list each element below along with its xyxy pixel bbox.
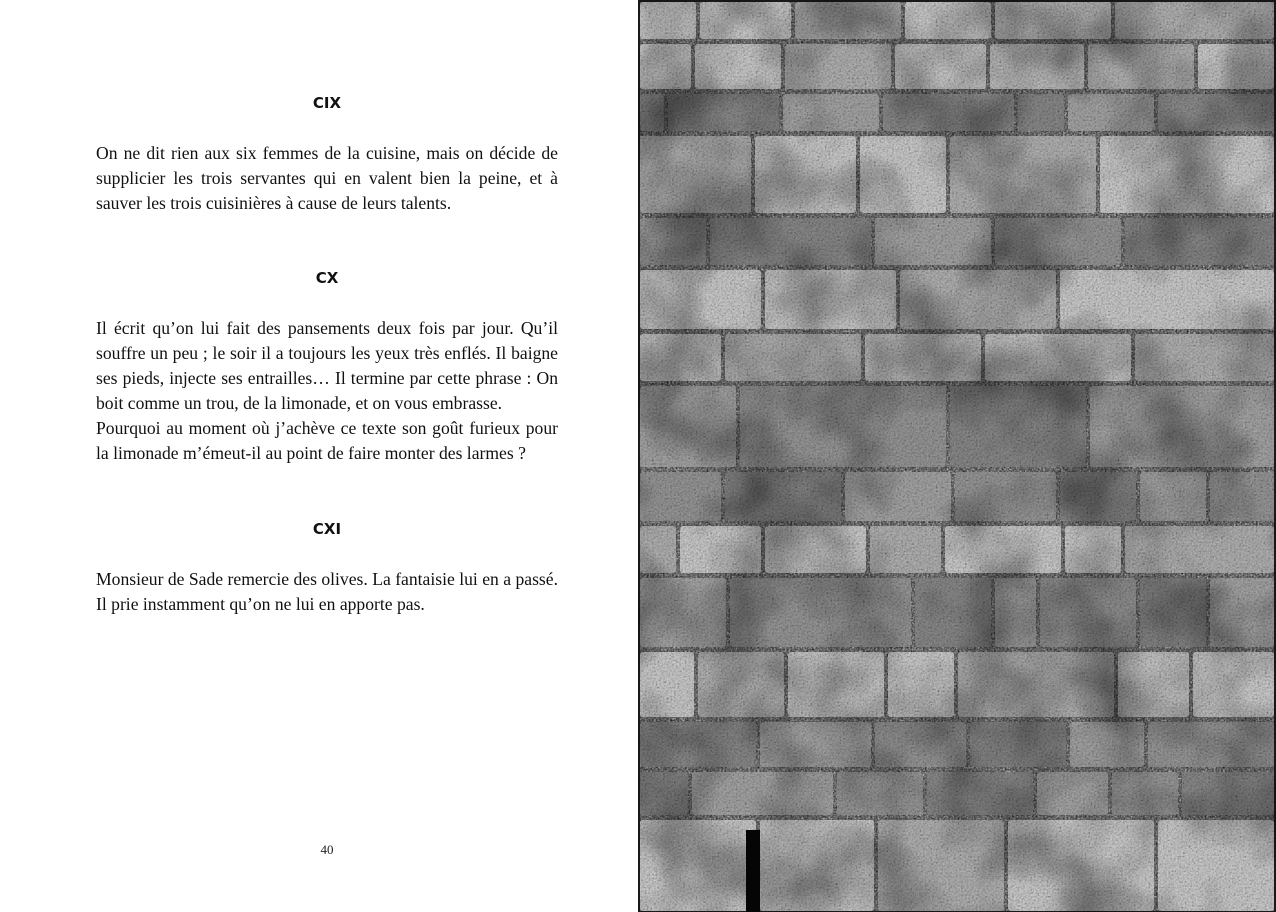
text-line: souffre un peu ; le soir il a toujours les yeux très enflés. Il baigne (96, 343, 558, 363)
page-number: 40 (320, 842, 334, 857)
text-line: la limonade m’émeut-il au point de faire monter des larmes ? (96, 443, 526, 463)
section-paragraph-cix (96, 141, 558, 216)
text-line: Monsieur de Sade remercie des olives. La fantaisie lui en a passé. (96, 569, 558, 589)
section-heading-cx: CX (315, 269, 339, 287)
text-line: Il écrit qu’on lui fait des pansements deux fois par jour. Qu’il (96, 318, 558, 338)
stone-wall-photo (638, 0, 1276, 912)
weathering-overlay (638, 0, 1276, 912)
text-line: ses pieds, injecte ses entrailles… Il termine par cette phrase : On (96, 368, 558, 388)
section-paragraph-cxi (96, 567, 558, 617)
dark-crevice (746, 830, 760, 912)
text-line: Pourquoi au moment où j’achève ce texte son goût furieux pour (96, 418, 558, 438)
section-heading-cxi: CXI (312, 520, 342, 538)
section-heading-cix: CIX (312, 94, 342, 112)
text-line: On ne dit rien aux six femmes de la cuisine, mais on décide de (96, 143, 558, 163)
section-paragraph-cx (96, 316, 558, 466)
text-line: sauver les trois cuisinières à cause de leurs talents. (96, 193, 452, 213)
text-line: boit comme un trou, de la limonade, et on vous embrasse. (96, 393, 503, 413)
text-line: supplicier les trois servantes qui en valent bien la peine, et à (96, 168, 558, 188)
text-line: Il prie instamment qu’on ne lui en apporte pas. (96, 594, 425, 614)
stone-wall-image (638, 0, 1276, 912)
